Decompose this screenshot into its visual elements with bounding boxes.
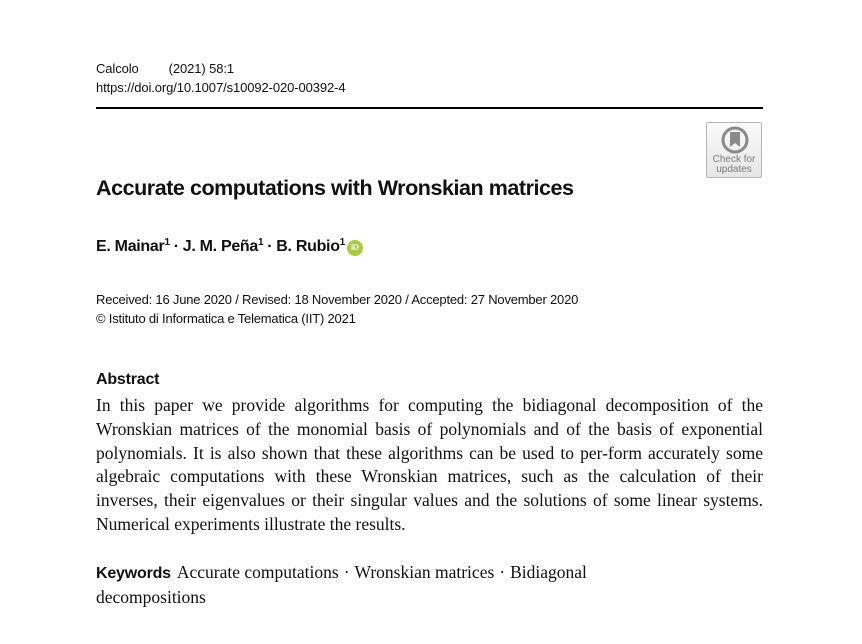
orcid-icon[interactable]: iD — [347, 240, 363, 256]
check-label-line2: updates — [716, 164, 752, 175]
author-name: E. Mainar — [96, 238, 165, 255]
author-affiliation: 1 — [164, 237, 170, 248]
author-affiliation: 1 — [258, 237, 264, 248]
author-affiliation: 1 — [339, 237, 345, 248]
keywords-section — [96, 561, 656, 610]
check-for-updates-label — [707, 155, 761, 175]
bookmark-icon — [721, 126, 749, 156]
doi-link[interactable]: https://doi.org/10.1007/s10092-020-00392-4 — [96, 80, 346, 95]
author-list — [96, 238, 363, 256]
abstract-text: In this paper we provide algorithms for computing the bidiagonal decomposition of the Wronskian matrices of the monomial basis of polynomials and of the basis of exponential polynomials. It is also shown that these algorithms can be used to per-form accurately some algebraic computations with these Wronskian matrices, such as the calculation of their inverses, their eigenvalues or their singular values and the solutions of some linear systems. Numerical experiments illustrate the results. — [96, 395, 763, 534]
check-label-line1: Check for — [712, 154, 756, 165]
publication-dates: Received: 16 June 2020 / Revised: 18 November 2020 / Accepted: 27 November 2020 — [96, 292, 579, 307]
header-divider — [96, 107, 763, 109]
check-for-updates-button[interactable] — [706, 122, 762, 178]
copyright-notice: © Istituto di Informatica e Telematica (IIT) 2021 — [96, 311, 356, 326]
keyword-item: Accurate computations — [176, 562, 339, 582]
keywords-label: Keywords — [96, 565, 171, 582]
keyword-separator: · — [343, 562, 350, 582]
journal-info — [96, 61, 234, 76]
author-name: J. M. Peña — [182, 238, 258, 255]
paper-title: Accurate computations with Wronskian matrices — [96, 176, 574, 200]
keyword-separator: · — [499, 562, 506, 582]
keyword-item: Bidiagonal decompositions — [96, 562, 587, 607]
keyword-item: Wronskian matrices — [354, 562, 495, 582]
journal-name: Calcolo — [96, 61, 139, 76]
author-separator: · — [267, 238, 273, 255]
author-name: B. Rubio — [276, 238, 340, 255]
author-separator: · — [173, 238, 179, 255]
abstract-heading: Abstract — [96, 371, 160, 388]
journal-volume: (2021) 58:1 — [168, 61, 235, 76]
